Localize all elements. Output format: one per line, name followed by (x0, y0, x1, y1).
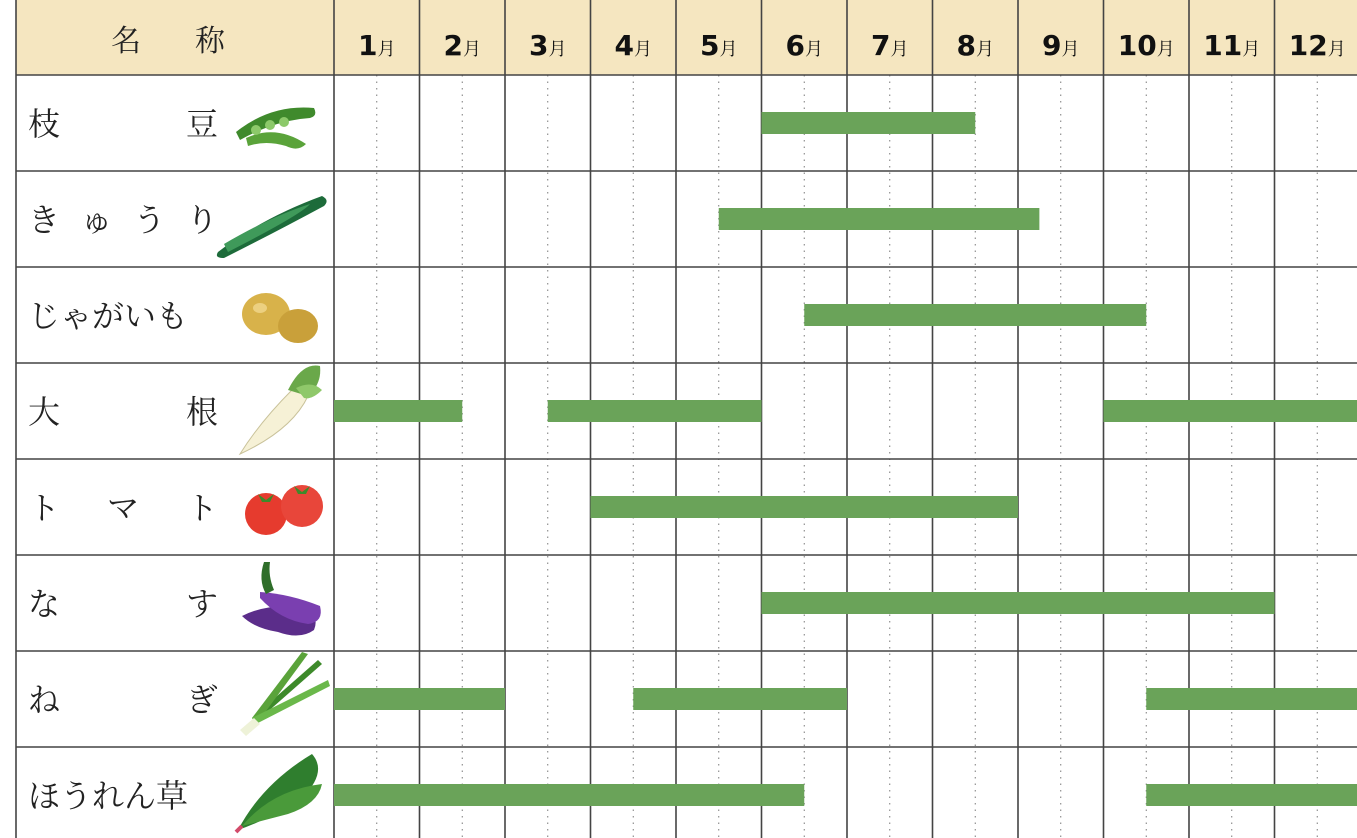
month-number: 11 (1203, 29, 1243, 62)
row-label-char: う (133, 201, 166, 239)
potato-icon (242, 293, 318, 343)
month-number: 8 (956, 29, 976, 62)
month-number: 10 (1117, 29, 1157, 62)
period-bar (633, 688, 847, 710)
month-number: 1 (358, 29, 378, 62)
month-number: 12 (1288, 29, 1328, 62)
month-suffix: 月 (633, 39, 652, 60)
row-label-char: ね (27, 681, 61, 719)
month-number: 4 (614, 29, 634, 62)
row-label-char: き (27, 201, 61, 239)
name-header-char-1: 名 (111, 24, 141, 59)
row-label-char: す (185, 585, 219, 623)
month-number: 9 (1042, 29, 1062, 62)
period-bar (334, 688, 505, 710)
cucumber-icon (217, 196, 327, 258)
row-label-char: 大 (27, 393, 61, 431)
period-bar (762, 112, 976, 134)
month-suffix: 月 (1327, 39, 1346, 60)
month-suffix: 月 (975, 39, 994, 60)
daikon-icon (240, 366, 322, 455)
month-suffix: 月 (804, 39, 823, 60)
row-label-char: ゅ (80, 201, 113, 239)
period-bar (762, 592, 1275, 614)
month-number: 7 (871, 29, 891, 62)
row-label: ほうれん草 (28, 777, 189, 815)
row-label-char: ト (27, 489, 61, 527)
month-suffix: 月 (1061, 39, 1080, 60)
period-bar (1146, 688, 1357, 710)
period-bar (548, 400, 762, 422)
icon-layer (217, 108, 330, 833)
month-suffix: 月 (462, 39, 481, 60)
period-bar (804, 304, 1146, 326)
row-label-char: ぎ (185, 681, 219, 719)
green-onion-icon (240, 652, 330, 736)
month-number: 3 (529, 29, 549, 62)
month-suffix: 月 (548, 39, 567, 60)
row-label-char: り (185, 201, 219, 239)
spinach-icon (236, 754, 322, 832)
row-label-char: 枝 (27, 105, 61, 143)
edamame-icon (236, 108, 315, 149)
row-label-char: マ (106, 489, 140, 527)
tomato-icon (245, 485, 323, 535)
period-bar (1104, 400, 1357, 422)
month-suffix: 月 (1242, 39, 1261, 60)
month-number: 2 (443, 29, 463, 62)
period-bar (334, 784, 804, 806)
name-header-char-2: 称 (195, 24, 225, 59)
row-label-layer (28, 105, 218, 815)
period-bar (1146, 784, 1357, 806)
month-suffix: 月 (719, 39, 738, 60)
period-bar (591, 496, 1019, 518)
period-bar (334, 400, 462, 422)
month-number: 5 (700, 29, 720, 62)
month-suffix: 月 (377, 39, 396, 60)
row-label-char: 豆 (185, 105, 219, 143)
row-label-char: 根 (185, 393, 219, 431)
row-label-char: ト (185, 489, 219, 527)
month-suffix: 月 (1156, 39, 1175, 60)
month-suffix: 月 (890, 39, 909, 60)
period-bar (719, 208, 1040, 230)
eggplant-icon (242, 562, 321, 636)
month-number: 6 (785, 29, 805, 62)
row-label-char: な (27, 585, 61, 623)
row-label: じゃがいも (28, 297, 189, 335)
